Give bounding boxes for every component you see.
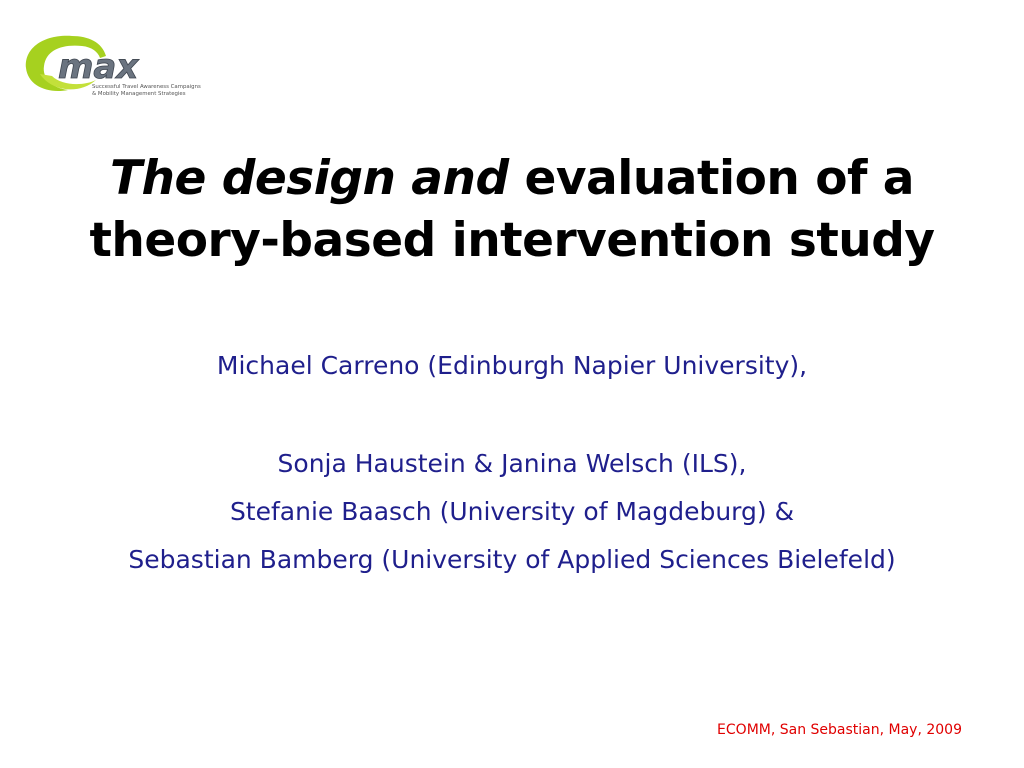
title-line-1 bbox=[0, 148, 1024, 210]
title-rest-line-1: evaluation of a bbox=[524, 151, 915, 206]
title-italic-part: The design and bbox=[109, 151, 509, 206]
author-spacer bbox=[0, 390, 1024, 440]
logo-tagline-2: & Mobility Management Strategies bbox=[92, 91, 186, 97]
logo-wordmark: max bbox=[58, 47, 139, 87]
logo-tagline-1: Successful Travel Awareness Campaigns bbox=[92, 84, 201, 90]
title-line-2: theory-based intervention study bbox=[89, 213, 935, 268]
author-line: Michael Carreno (Edinburgh Napier University), bbox=[216, 351, 808, 380]
author-list bbox=[0, 342, 1024, 584]
author-line: Stefanie Baasch (University of Magdeburg) & bbox=[229, 497, 795, 526]
footer-event: ECOMM, San Sebastian, May, 2009 bbox=[717, 722, 962, 738]
slide-title bbox=[0, 148, 1024, 272]
author-line: Sebastian Bamberg (University of Applied Sciences Bielefeld) bbox=[128, 545, 896, 574]
max-logo bbox=[22, 30, 227, 102]
author-line: Sonja Haustein & Janina Welsch (ILS), bbox=[277, 449, 747, 478]
